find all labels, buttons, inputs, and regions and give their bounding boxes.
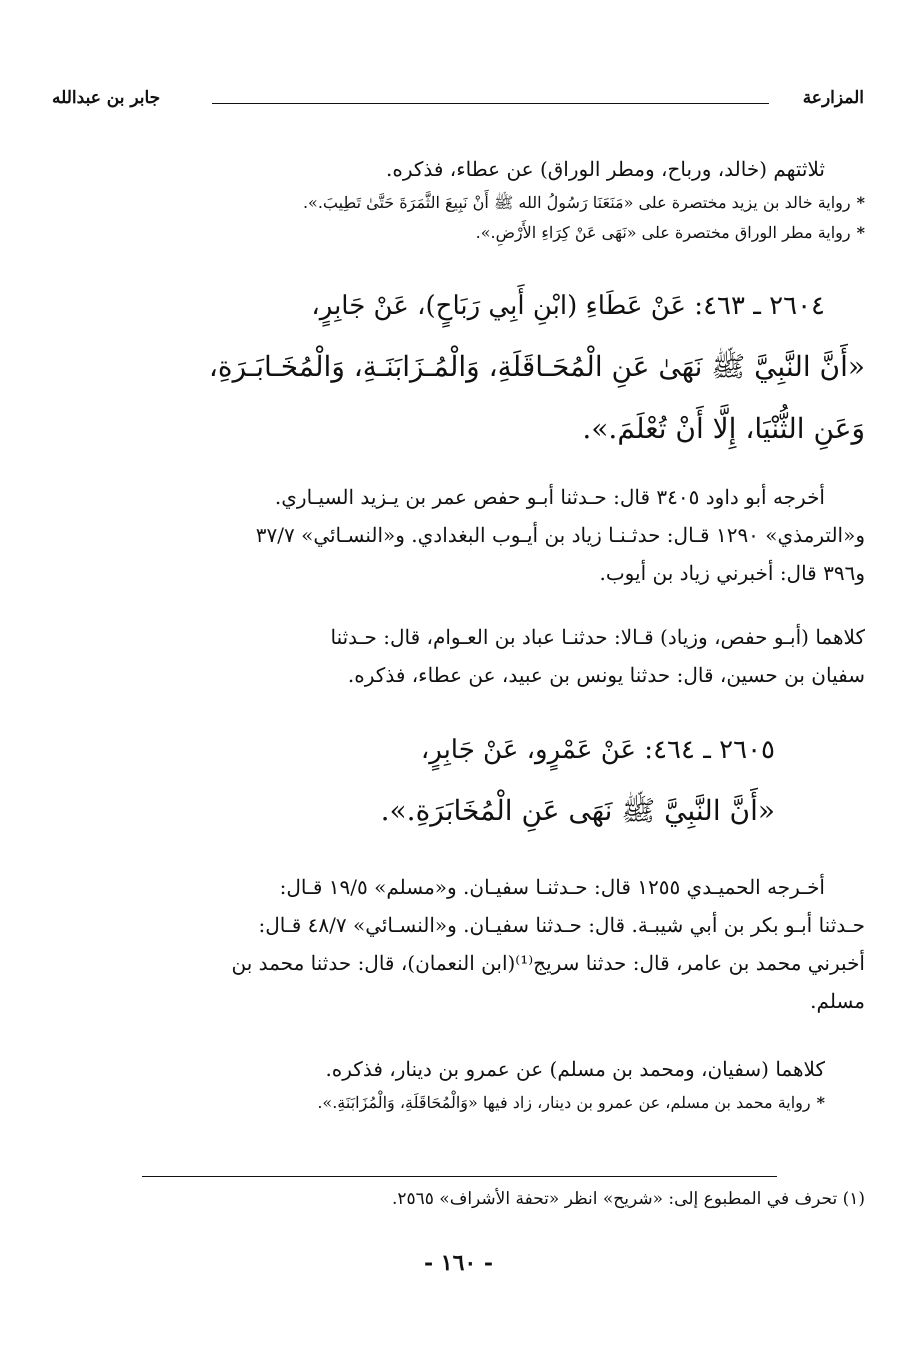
takhrij-line: و«الترمذي» ١٢٩٠ قـال: حدثـنـا زياد بن أيـوب البغدادي. و«النسـائي» ٣٧/٧ (255, 523, 865, 547)
hadith-2604-text-2: وَعَنِ الثُّنْيَا، إِلَّا أَنْ تُعْلَمَ.». (582, 412, 865, 445)
intro-note-2 (53, 218, 865, 248)
footnote-text: (١) تحرف في المطبوع إلى: «شريح» انظر «تحفة الأشراف» ٢٥٦٥. (391, 1189, 865, 1209)
intro-note-1 (53, 188, 865, 218)
isnad-line: كلاهما (سفيان، ومحمد بن مسلم) عن عمرو بن دينار، فذكره. (325, 1057, 825, 1081)
hadith-2605-isnad (53, 1050, 865, 1118)
footnote (53, 1184, 865, 1214)
hadith-2605-takhrij (53, 868, 865, 1020)
takhrij-line: مسلم. (810, 989, 865, 1013)
note-star-icon: * (856, 223, 865, 242)
chapter-title: المزارعة (802, 88, 864, 108)
footnote-rule (142, 1176, 777, 1177)
takhrij-line: و٣٩٦ قال: أخبرني زياد بن أيوب. (599, 561, 865, 585)
hadith-2604-isnad (53, 618, 865, 694)
hadith-2605 (53, 720, 865, 842)
hadith-2605-note (53, 1088, 865, 1118)
hadith-2605-note-text: رواية محمد بن مسلم، عن عمرو بن دينار، زاد فيها «وَالْمُحَاقَلَةِ، وَالْمُزَابَنَةِ.». (317, 1093, 811, 1112)
hadith-2604-heading: ٢٦٠٤ ـ ٤٦٣: عَنْ عَطَاءِ (ابْنِ أَبِي رَبَاحٍ)، عَنْ جَابِرٍ، (311, 291, 825, 321)
narrator-title: جابر بن عبدالله (52, 88, 161, 108)
takhrij-line: أخبرني محمد بن عامر، قال: حدثنا سريج⁽¹⁾(ابن النعمان)، قال: حدثنا محمد بن (231, 951, 865, 975)
takhrij-line: أخـرجه الحميـدي ١٢٥٥ قال: حـدثنـا سفيـان. و«مسلم» ١٩/٥ قـال: (279, 875, 825, 899)
takhrij-line: أخرجه أبو داود ٣٤٠٥ قال: حـدثنا أبـو حفص عمر بن يـزيد السيـاري. (274, 485, 825, 509)
hadith-2604 (53, 276, 865, 460)
hadith-2605-text-1: «أَنَّ النَّبِيَّ ﷺ نَهَى عَنِ الْمُخَابَرَةِ.». (380, 794, 775, 827)
header-rule (212, 103, 769, 104)
intro-line: ثلاثتهم (خالد، ورباح، ومطر الوراق) عن عطاء، فذكره. (385, 157, 825, 181)
running-header (52, 86, 864, 116)
page-number: - ١٦٠ - (423, 1250, 494, 1276)
hadith-2605-heading: ٢٦٠٥ ـ ٤٦٤: عَنْ عَمْرٍو، عَنْ جَابِرٍ، (420, 735, 775, 765)
intro-note-1-text: رواية خالد بن يزيد مختصرة على «مَنَعَنَا رَسُولُ الله ﷺ أَنْ نَبِيعَ الثَّمَرَةَ حَتَّىٰ تَطِيبَ.». (302, 193, 851, 212)
takhrij-line: حـدثنا أبـو بكر بن أبي شيبـة. قال: حـدثنا سفيـان. و«النسـائي» ٤٨/٧ قـال: (258, 913, 865, 937)
hadith-2604-takhrij (53, 478, 865, 592)
intro-section (53, 150, 865, 248)
note-star-icon: * (856, 193, 865, 212)
hadith-2604-text-1: «أَنَّ النَّبِيَّ ﷺ نَهَىٰ عَنِ الْمُحَـاقَلَةِ، وَالْمُـزَابَنَـةِ، وَالْمُخَـابَـرَةِ، (208, 350, 865, 383)
intro-note-2-text: رواية مطر الوراق مختصرة على «نَهَى عَنْ كِرَاءِ الأَرْضِ.». (475, 223, 851, 242)
isnad-line: سفيان بن حسين، قال: حدثنا يونس بن عبيد، عن عطاء، فذكره. (347, 663, 865, 687)
note-star-icon: * (816, 1093, 825, 1112)
isnad-line: كلاهما (أبـو حفص، وزياد) قـالا: حدثنـا عباد بن العـوام، قال: حـدثنا (330, 625, 865, 649)
